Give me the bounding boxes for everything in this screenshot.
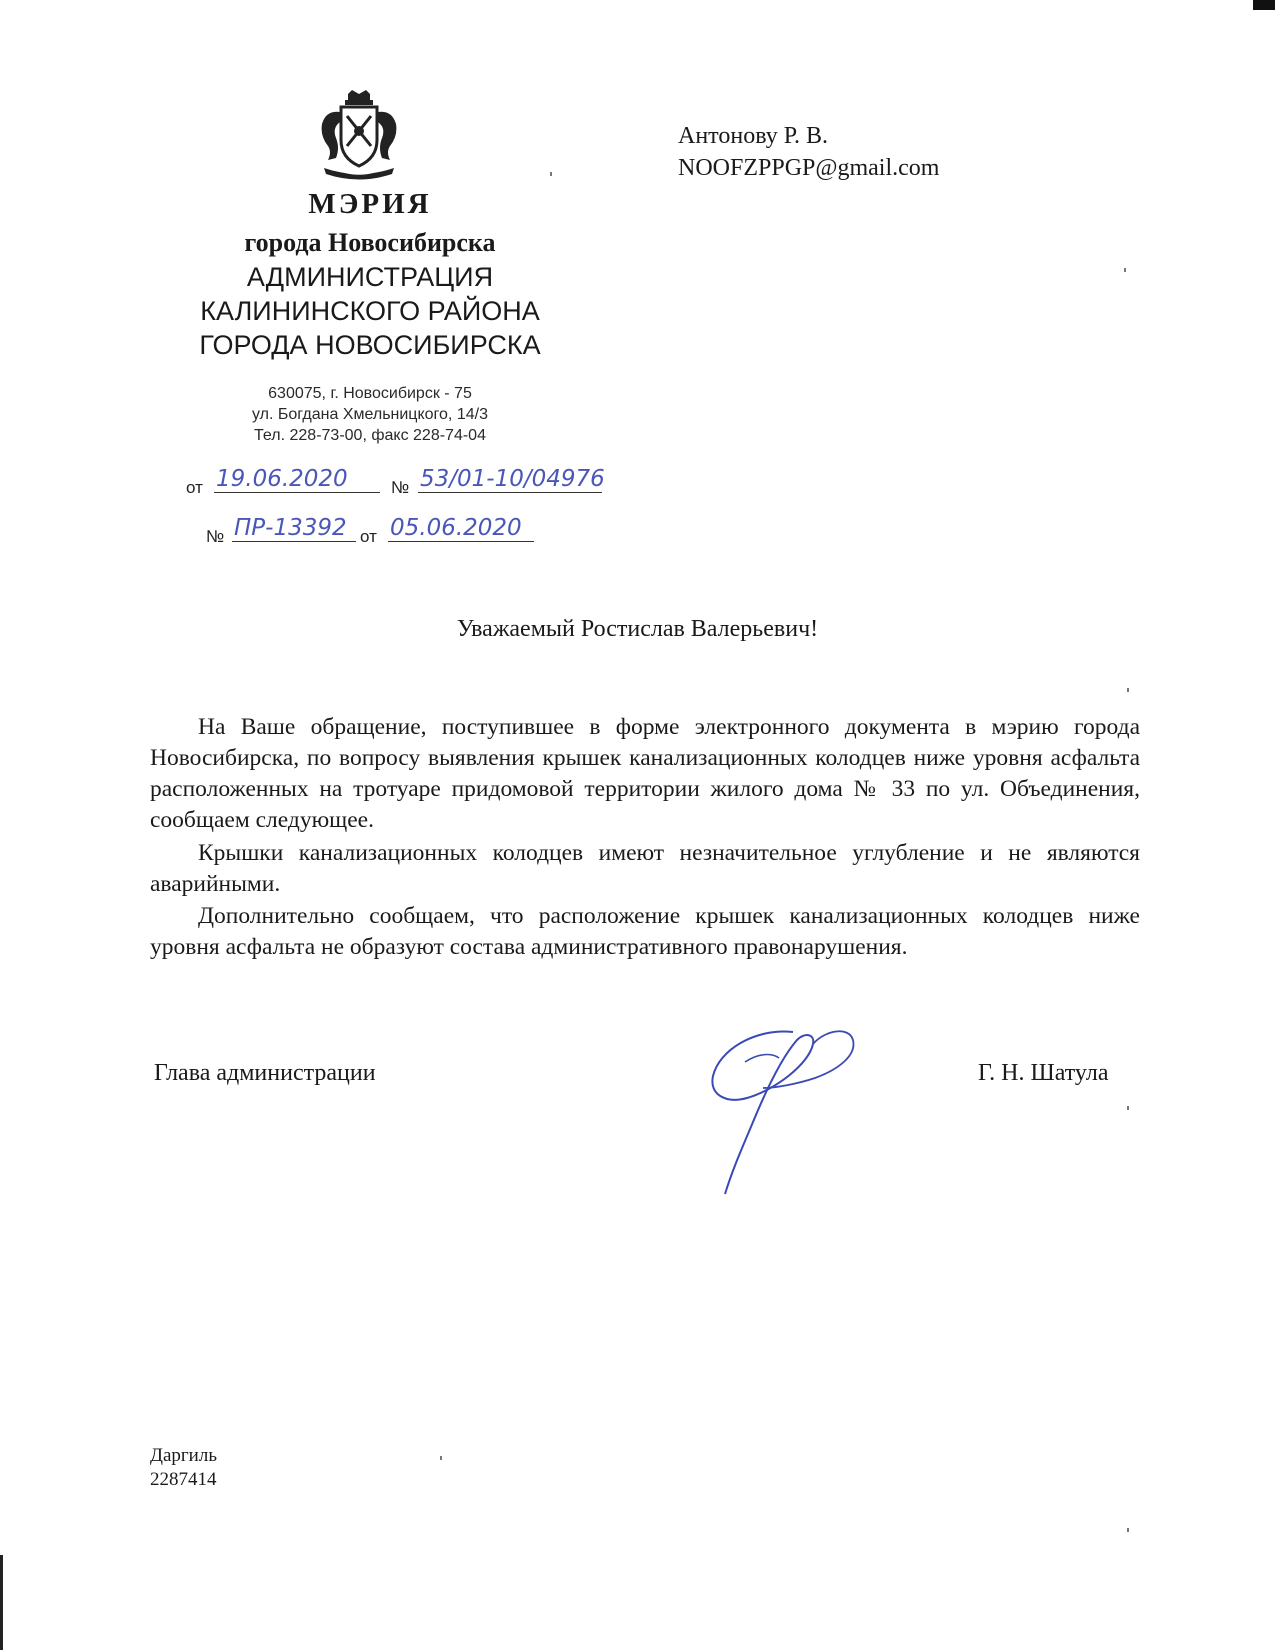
recipient-name: Антонову Р. В.	[678, 123, 829, 149]
coat-of-arms-icon	[314, 88, 404, 182]
paragraph-1: На Ваше обращение, поступившее в форме электронного документа в мэрию города Новосибирска, по вопросу выявления крышек канализационных колодцев ниже уровня асфальта расположенных на тротуаре придомовой территории жилого дома № 33 по ул. Объединения, сообщаем следующее.	[150, 714, 1140, 833]
signer-name: Г. Н. Шатула	[978, 1060, 1109, 1086]
scan-edge-artifact	[0, 1555, 3, 1650]
reg-date: 19.06.2020	[214, 466, 380, 493]
scan-artifact	[1253, 0, 1275, 10]
scan-speck	[1124, 268, 1126, 272]
ref-number-label: №	[206, 527, 225, 546]
scan-speck	[1127, 1106, 1129, 1110]
scan-speck	[550, 172, 552, 176]
scan-speck	[1127, 1528, 1129, 1532]
ref-date: 05.06.2020	[388, 515, 534, 542]
recipient-email: NOOFZPPGP@gmail.com	[678, 155, 940, 181]
org-city: города Новосибирска	[244, 228, 496, 257]
recipient-block	[678, 120, 939, 184]
admin-line-2: КАЛИНИНСКОГО РАЙОНА	[200, 296, 540, 326]
ref-number: ПР-13392	[232, 515, 356, 542]
ref-from-label: от	[360, 527, 377, 546]
address-phone: Тел. 228-73-00, факс 228-74-04	[254, 427, 486, 444]
reg-from-label: от	[186, 478, 203, 497]
address-street: ул. Богдана Хмельницкого, 14/3	[252, 406, 488, 423]
executor-name: Даргиль	[150, 1445, 218, 1466]
paragraph-2: Крышки канализационных колодцев имеют незначительное углубление и не являются аварийными.	[150, 840, 1140, 897]
handwritten-signature	[705, 1018, 875, 1203]
executor-phone: 2287414	[150, 1469, 217, 1490]
org-title: МЭРИЯ	[308, 188, 432, 220]
signer-role: Глава администрации	[154, 1060, 376, 1086]
scan-speck	[1127, 688, 1129, 692]
reg-number: 53/01-10/04976	[420, 466, 605, 492]
scan-speck	[440, 1456, 442, 1460]
reg-number-label: №	[391, 478, 410, 497]
paragraph-3: Дополнительно сообщаем, что расположение крышек канализационных колодцев ниже уровня асфальта не образуют состава административного правонарушения.	[150, 903, 1140, 960]
address-postal: 630075, г. Новосибирск - 75	[268, 385, 472, 402]
admin-line-1: АДМИНИСТРАЦИЯ	[246, 262, 494, 292]
admin-line-3: ГОРОДА НОВОСИБИРСКА	[199, 330, 541, 360]
salutation: Уважаемый Ростислав Валерьевич!	[456, 616, 819, 642]
